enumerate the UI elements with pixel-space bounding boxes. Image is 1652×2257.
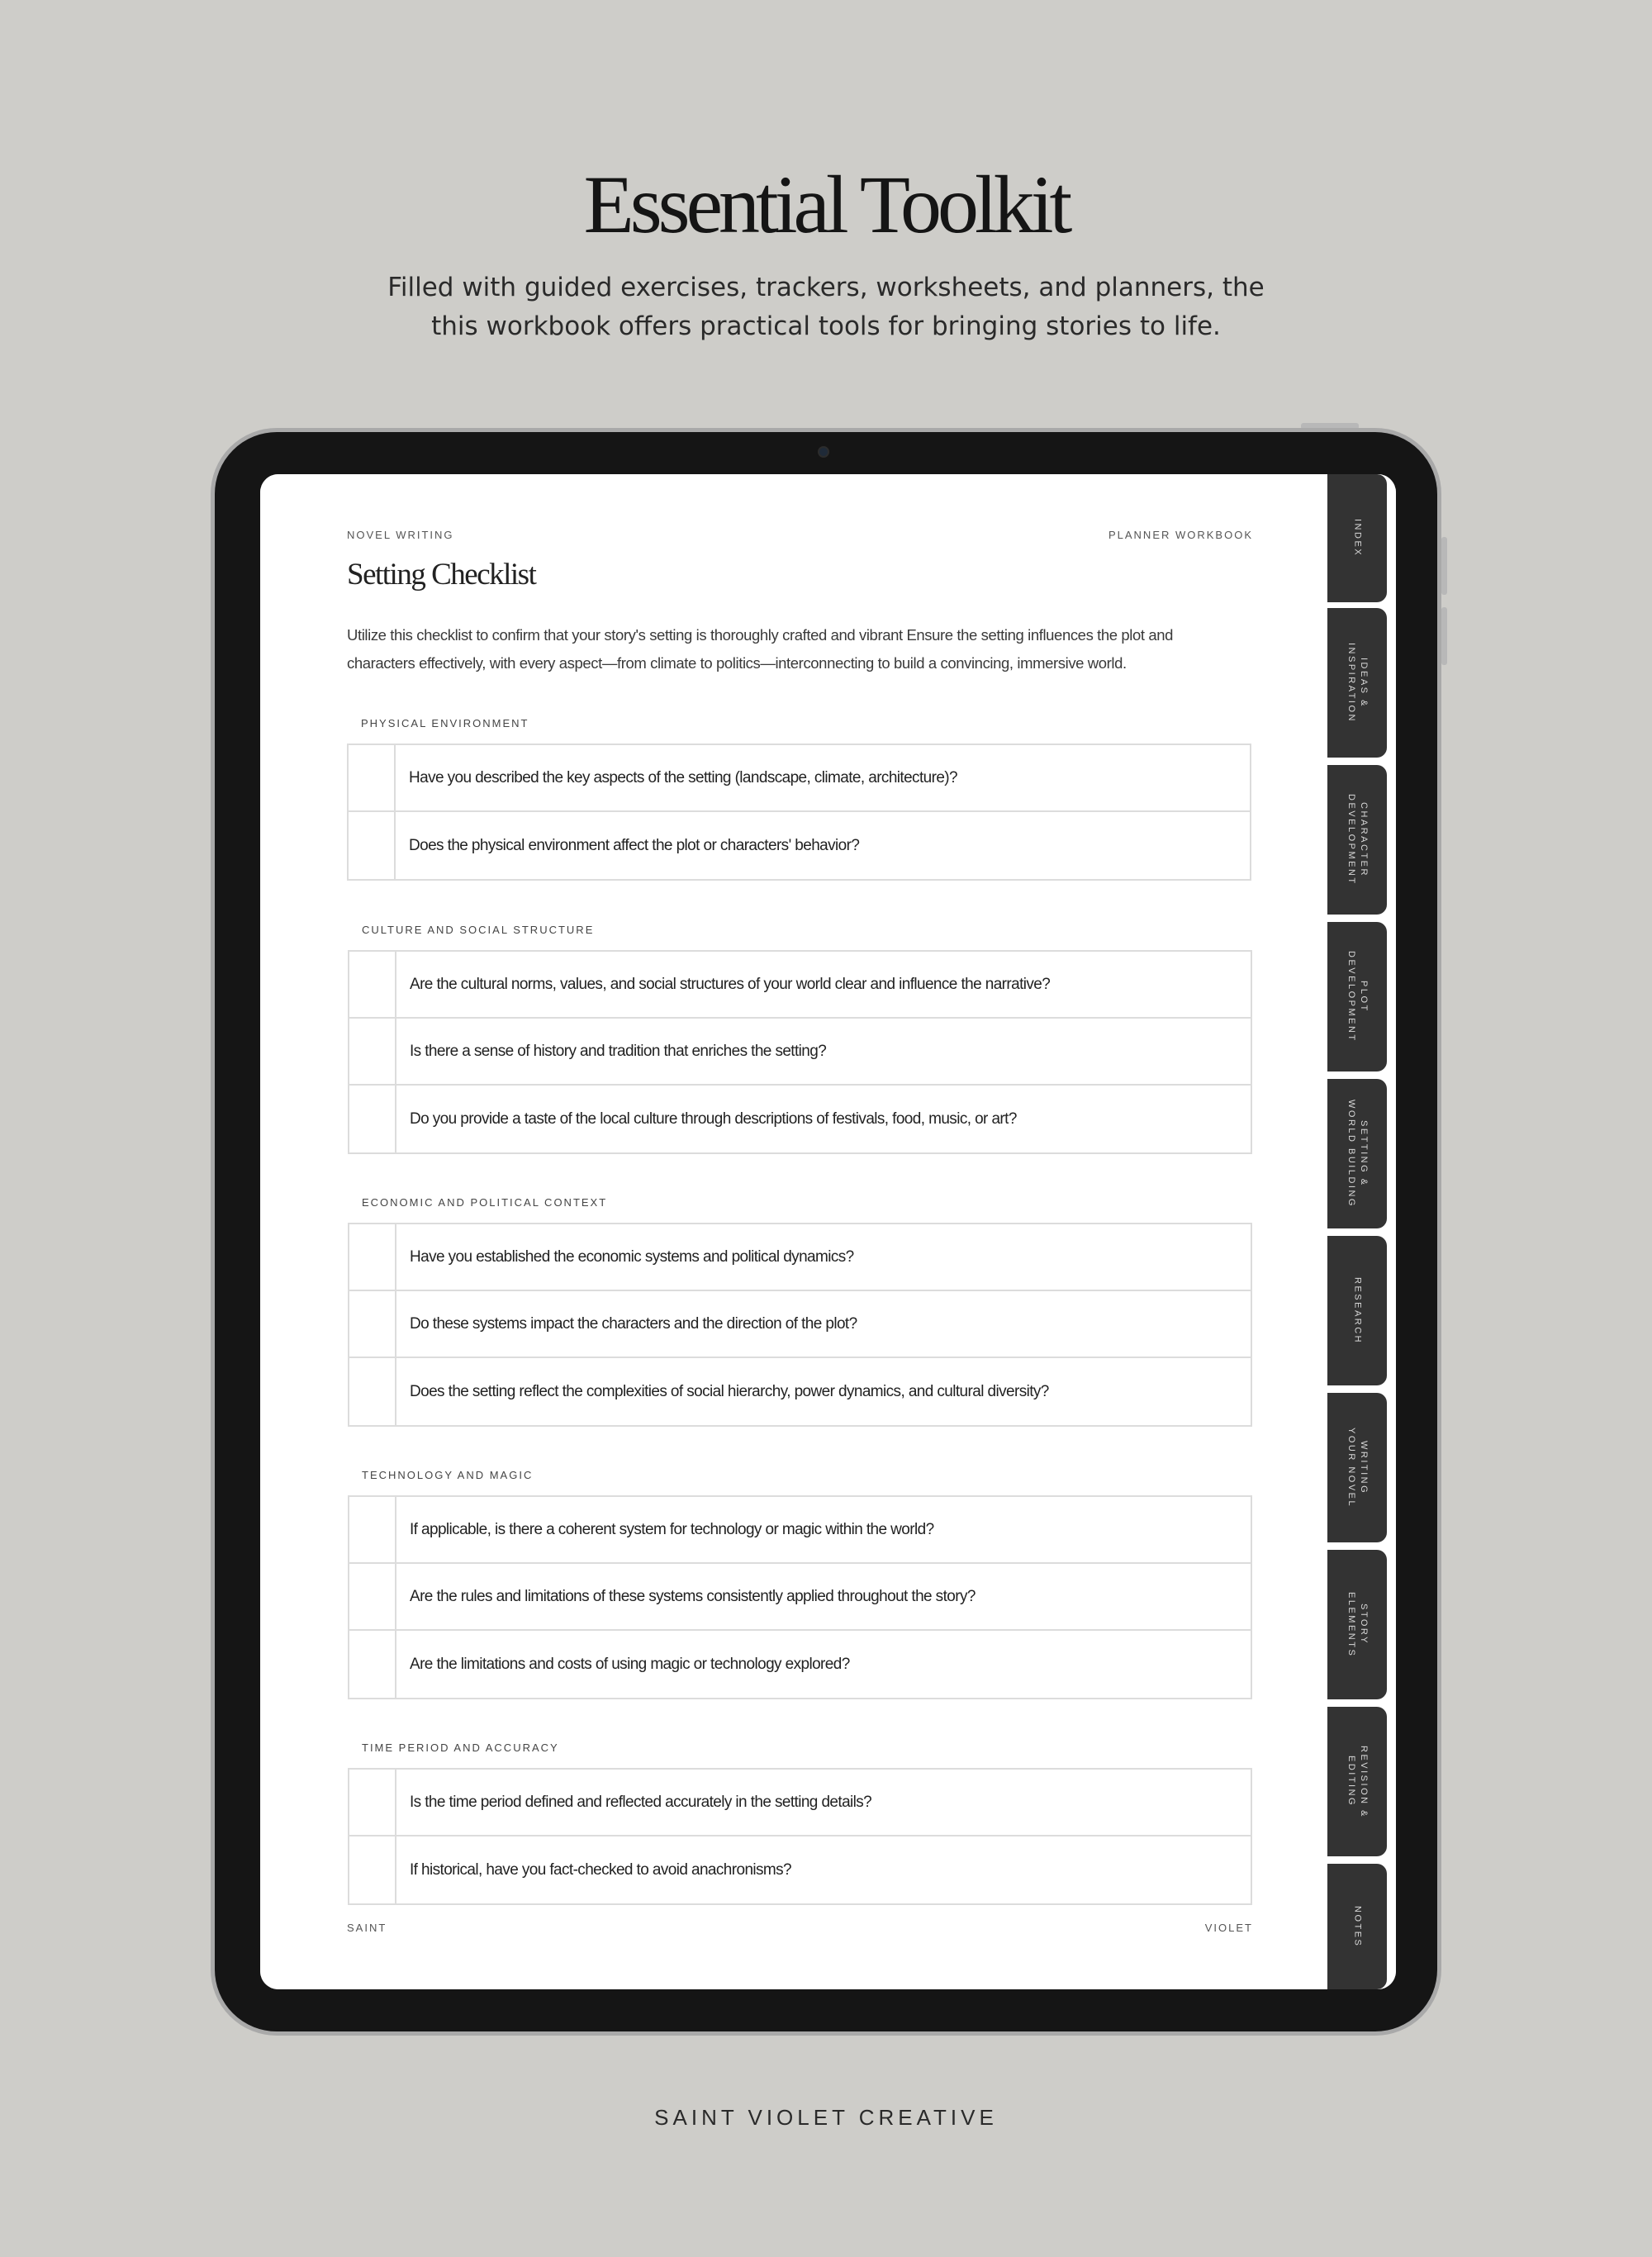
checkbox[interactable] — [349, 1086, 396, 1152]
section-culture-social-structure — [348, 924, 1252, 1154]
tab-label: PLOT DEVELOPMENT — [1346, 951, 1369, 1043]
tab-label: WRITING YOUR NOVEL — [1346, 1427, 1369, 1509]
checklist-question: Does the setting reflect the complexities of social hierarchy, power dynamics, and cultural diversity? — [410, 1382, 1049, 1400]
tab-character-development[interactable] — [1327, 765, 1387, 915]
checklist-row — [349, 1224, 1251, 1291]
section-physical-environment — [347, 717, 1251, 881]
hero-subtitle — [372, 268, 1280, 346]
hero-title: Essential Toolkit — [583, 159, 1069, 250]
checklist-question: Is there a sense of history and tradition that enriches the setting? — [410, 1042, 827, 1060]
tablet-volume-down-button — [1441, 607, 1447, 665]
checklist-question: Do these systems impact the characters and the direction of the plot? — [410, 1314, 857, 1333]
checkbox[interactable] — [349, 1770, 396, 1835]
tab-ideas-inspiration[interactable] — [1327, 608, 1387, 758]
section-technology-magic — [348, 1469, 1252, 1699]
intro-line: Utilize this checklist to confirm that your story's setting is thoroughly crafted and vibrant Ensure the setting influences the plot and — [347, 626, 1174, 644]
checklist-row — [349, 1019, 1251, 1086]
checklist-question: Have you established the economic systems and political dynamics? — [410, 1247, 854, 1266]
hero-subtitle-line: Filled with guided exercises, trackers, worksheets, and planners, the — [387, 273, 1265, 302]
tab-label: IDEAS & INSPIRATION — [1346, 643, 1369, 723]
page-footer-right: VIOLET — [1204, 1922, 1253, 1934]
page-header-left: NOVEL WRITING — [347, 529, 454, 541]
checklist-row — [349, 1086, 1251, 1152]
checklist-table — [348, 1768, 1252, 1905]
tab-label: CHARACTER DEVELOPMENT — [1346, 794, 1369, 886]
tab-notes[interactable] — [1327, 1864, 1387, 1989]
checklist-table — [348, 1495, 1252, 1699]
checklist-question: Is the time period defined and reflected accurately in the setting details? — [410, 1793, 872, 1811]
checklist-question: Does the physical environment affect the plot or characters' behavior? — [409, 836, 860, 854]
checklist-question: If applicable, is there a coherent system for technology or magic within the world? — [410, 1520, 934, 1538]
section-time-period-accuracy — [348, 1741, 1252, 1905]
checkbox[interactable] — [349, 1358, 396, 1425]
tab-plot-development[interactable] — [1327, 922, 1387, 1071]
checkbox[interactable] — [349, 1291, 396, 1357]
tablet-screen — [260, 474, 1396, 1989]
tab-label: REVISION & EDITING — [1346, 1745, 1369, 1818]
checklist-row — [349, 1836, 1251, 1903]
page-title: Setting Checklist — [347, 558, 536, 592]
checkbox[interactable] — [349, 745, 396, 810]
tab-writing-your-novel[interactable] — [1327, 1393, 1387, 1542]
section-label: TIME PERIOD AND ACCURACY — [362, 1741, 559, 1754]
checklist-row — [349, 1770, 1251, 1836]
intro-line: characters effectively, with every aspect—from climate to politics—interconnecting to build a convincing, immersive world. — [347, 654, 1127, 672]
tab-setting-world-building[interactable] — [1327, 1079, 1387, 1228]
checklist-row — [349, 1291, 1251, 1358]
section-economic-political-context — [348, 1196, 1252, 1427]
checkbox[interactable] — [349, 1497, 396, 1562]
tablet-volume-up-button — [1441, 537, 1447, 595]
checkbox[interactable] — [349, 1564, 396, 1629]
tab-story-elements[interactable] — [1327, 1550, 1387, 1699]
section-label: PHYSICAL ENVIRONMENT — [361, 717, 529, 729]
checklist-question: Are the rules and limitations of these systems consistently applied throughout the story? — [410, 1587, 976, 1605]
checkbox[interactable] — [349, 1631, 396, 1698]
tab-revision-editing[interactable] — [1327, 1707, 1387, 1856]
checklist-row — [349, 812, 1250, 879]
checkbox[interactable] — [349, 1019, 396, 1084]
checklist-question: Do you provide a taste of the local culture through descriptions of festivals, food, music, or art? — [410, 1109, 1017, 1128]
tab-label: RESEARCH — [1352, 1276, 1363, 1345]
tab-index[interactable] — [1327, 474, 1387, 602]
intro-text — [347, 621, 1206, 677]
planner-page — [260, 474, 1327, 1989]
checkbox[interactable] — [349, 1836, 396, 1903]
tab-label: NOTES — [1352, 1905, 1363, 1948]
tab-label: SETTING & WORLD BUILDING — [1346, 1100, 1369, 1208]
section-label: TECHNOLOGY AND MAGIC — [362, 1469, 534, 1481]
section-tabs — [1327, 474, 1396, 1989]
tab-label: STORY ELEMENTS — [1346, 1591, 1369, 1658]
hero-subtitle-line: this workbook offers practical tools for bringing stories to life. — [431, 311, 1221, 341]
checklist-row — [349, 1564, 1251, 1631]
camera-icon — [818, 446, 829, 458]
footer-brand: SAINT VIOLET CREATIVE — [654, 2105, 998, 2130]
checklist-row — [349, 1631, 1251, 1698]
checklist-question: Are the cultural norms, values, and social structures of your world clear and influence the narrative? — [410, 975, 1051, 993]
checkbox[interactable] — [349, 952, 396, 1017]
checkbox[interactable] — [349, 812, 396, 879]
checklist-row — [349, 1358, 1251, 1425]
tab-research[interactable] — [1327, 1236, 1387, 1385]
checklist-row — [349, 745, 1250, 812]
section-label: CULTURE AND SOCIAL STRUCTURE — [362, 924, 595, 936]
checklist-table — [348, 1223, 1252, 1427]
checklist-question: If historical, have you fact-checked to avoid anachronisms? — [410, 1860, 792, 1879]
checklist-question: Have you described the key aspects of the setting (landscape, climate, architecture)? — [409, 768, 957, 786]
checklist-table — [347, 744, 1251, 881]
page-footer-left: SAINT — [347, 1922, 387, 1934]
checklist-row — [349, 1497, 1251, 1564]
checkbox[interactable] — [349, 1224, 396, 1290]
tab-label: INDEX — [1352, 519, 1363, 558]
checklist-question: Are the limitations and costs of using magic or technology explored? — [410, 1655, 850, 1673]
checklist-table — [348, 950, 1252, 1154]
checklist-row — [349, 952, 1251, 1019]
section-label: ECONOMIC AND POLITICAL CONTEXT — [362, 1196, 608, 1209]
page-header-right: PLANNER WORKBOOK — [1108, 529, 1253, 541]
